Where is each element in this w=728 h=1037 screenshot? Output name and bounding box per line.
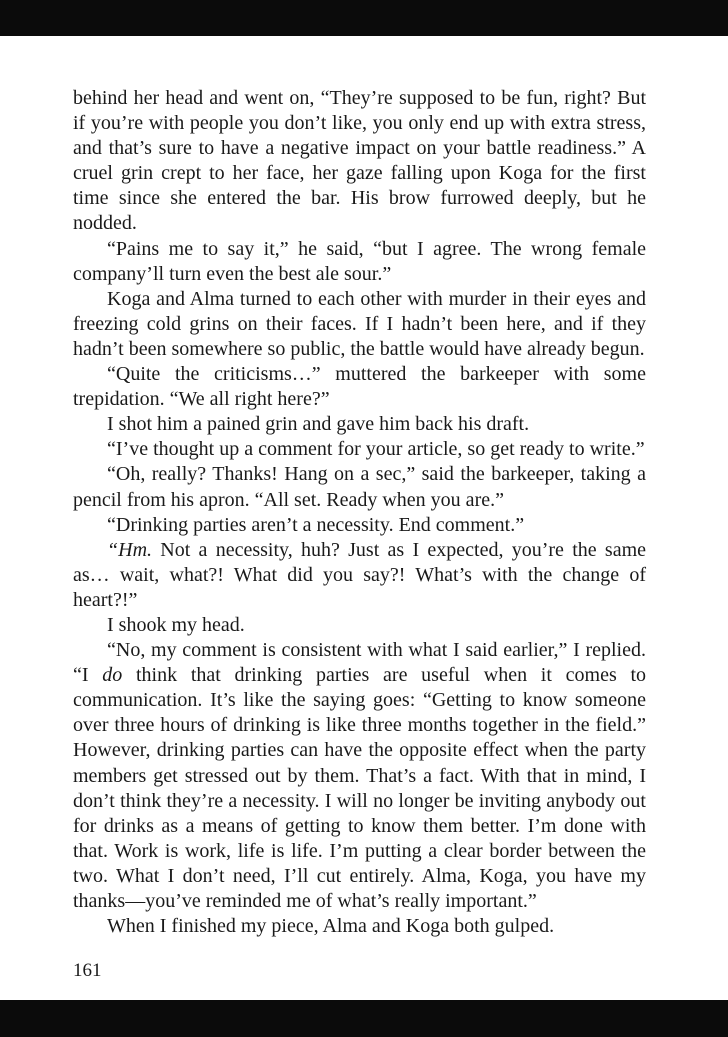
paragraph-3: Koga and Alma turned to each other with murder in their eyes and freezing cold grins on their faces. If I hadn’t been here, and if they hadn’t been somewhere so public, the battle would have already begun.: [73, 287, 646, 360]
paragraph-6: “I’ve thought up a comment for your article, so get ready to write.”: [107, 438, 645, 461]
paragraph-10: I shook my head.: [107, 613, 245, 636]
paragraph-4: “Quite the criticisms…” muttered the barkeeper with some trepidation. “We all right here?”: [73, 363, 646, 411]
paragraph-1: behind her head and went on, “They’re supposed to be fun, right? But if you’re with people you don’t like, you only end up with extra stress, and that’s sure to have a negative impact on your battle readiness.” A cruel grin crept to her face, her gaze falling upon Koga for the first time since she entered the bar. His brow furrowed deeply, but he nodded.: [73, 87, 646, 235]
paragraph-9: “Hm. Not a necessity, huh? Just as I expected, you’re the same as… wait, what?! What did you say?! What’s with the change of heart?!”: [73, 538, 646, 611]
italic-emphasis: do: [102, 664, 123, 687]
paragraph-11: “No, my comment is consistent with what I said earlier,” I replied. “I do think that drinking parties are useful when it comes to communication. It’s like the saying goes: “Getting to know someone over three hours of drinking is like three months together in the field.” However, drinking parties can have the opposite effect when the party members get stressed out by them. That’s a fact. With that in mind, I don’t think they’re a necessity. I will no longer be inviting anybody out for drinks as a means of getting to know them better. I’m done with that. Work is work, life is life. I’m putting a clear border between the two. What I don’t need, I’ll cut entirely. Alma, Koga, you have my thanks—you’ve reminded me of what’s really important.”: [73, 639, 647, 912]
italic-lead: “Hm.: [107, 538, 153, 561]
paragraph-7: “Oh, really? Thanks! Hang on a sec,” said the barkeeper, taking a pencil from his apron. “All set. Ready when you are.”: [73, 463, 646, 511]
page-body-text: [73, 86, 646, 939]
top-scan-border: [0, 0, 728, 36]
paragraph-8: “Drinking parties aren’t a necessity. End comment.”: [107, 513, 525, 536]
paragraph-12: When I finished my piece, Alma and Koga both gulped.: [107, 915, 555, 938]
paragraph-2: “Pains me to say it,” he said, “but I agree. The wrong female company’ll turn even the best ale sour.”: [73, 237, 646, 285]
bottom-scan-border: [0, 1000, 728, 1037]
paragraph-5: I shot him a pained grin and gave him back his draft.: [107, 413, 530, 436]
page-number: 161: [73, 960, 102, 981]
